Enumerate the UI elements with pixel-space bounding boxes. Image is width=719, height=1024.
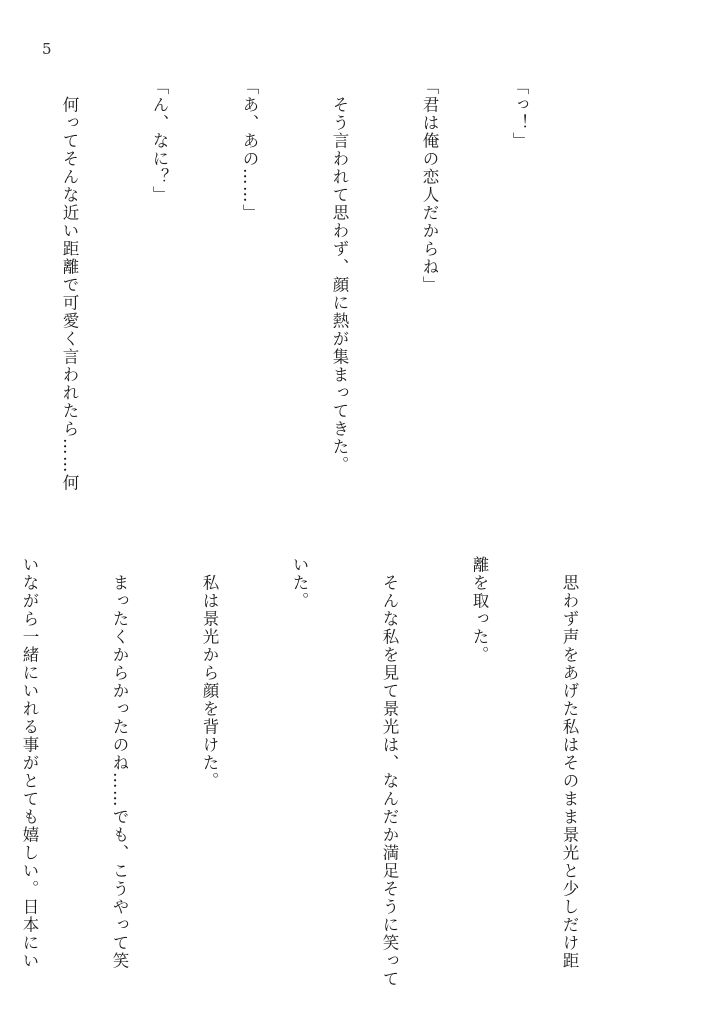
lower-text-block [20,556,644,988]
text-line: いながら一緒にいれる事がとても嬉しい。日本にい [20,556,39,970]
text-line: 「君は俺の恋人だからね」 [420,78,439,294]
text-line: いた。 [290,556,309,610]
text-line: そう言われて思わず、顔に熱が集まってきた。 [330,78,349,474]
upper-text-block [60,78,594,492]
text-line: 思わず声をあげた私はそのまま景光と少しだけ距 [560,556,579,970]
text-line: そんな私を見て景光は、なんだか満足そうに笑って [380,556,399,988]
text-line: 私は景光から顔を背けた。 [200,556,219,790]
text-line: 「ん、なに？」 [150,78,169,204]
text-line: 「あ、あの……」 [240,78,259,222]
text-line: まったくからかったのね……でも、こうやって笑 [110,556,129,970]
text-line: 離を取った。 [470,556,489,664]
text-line: 何ってそんな近い距離で可愛く言われたら……何 [60,78,79,492]
page-number: 5 [42,40,52,58]
text-line: 「っ！」 [510,78,529,150]
